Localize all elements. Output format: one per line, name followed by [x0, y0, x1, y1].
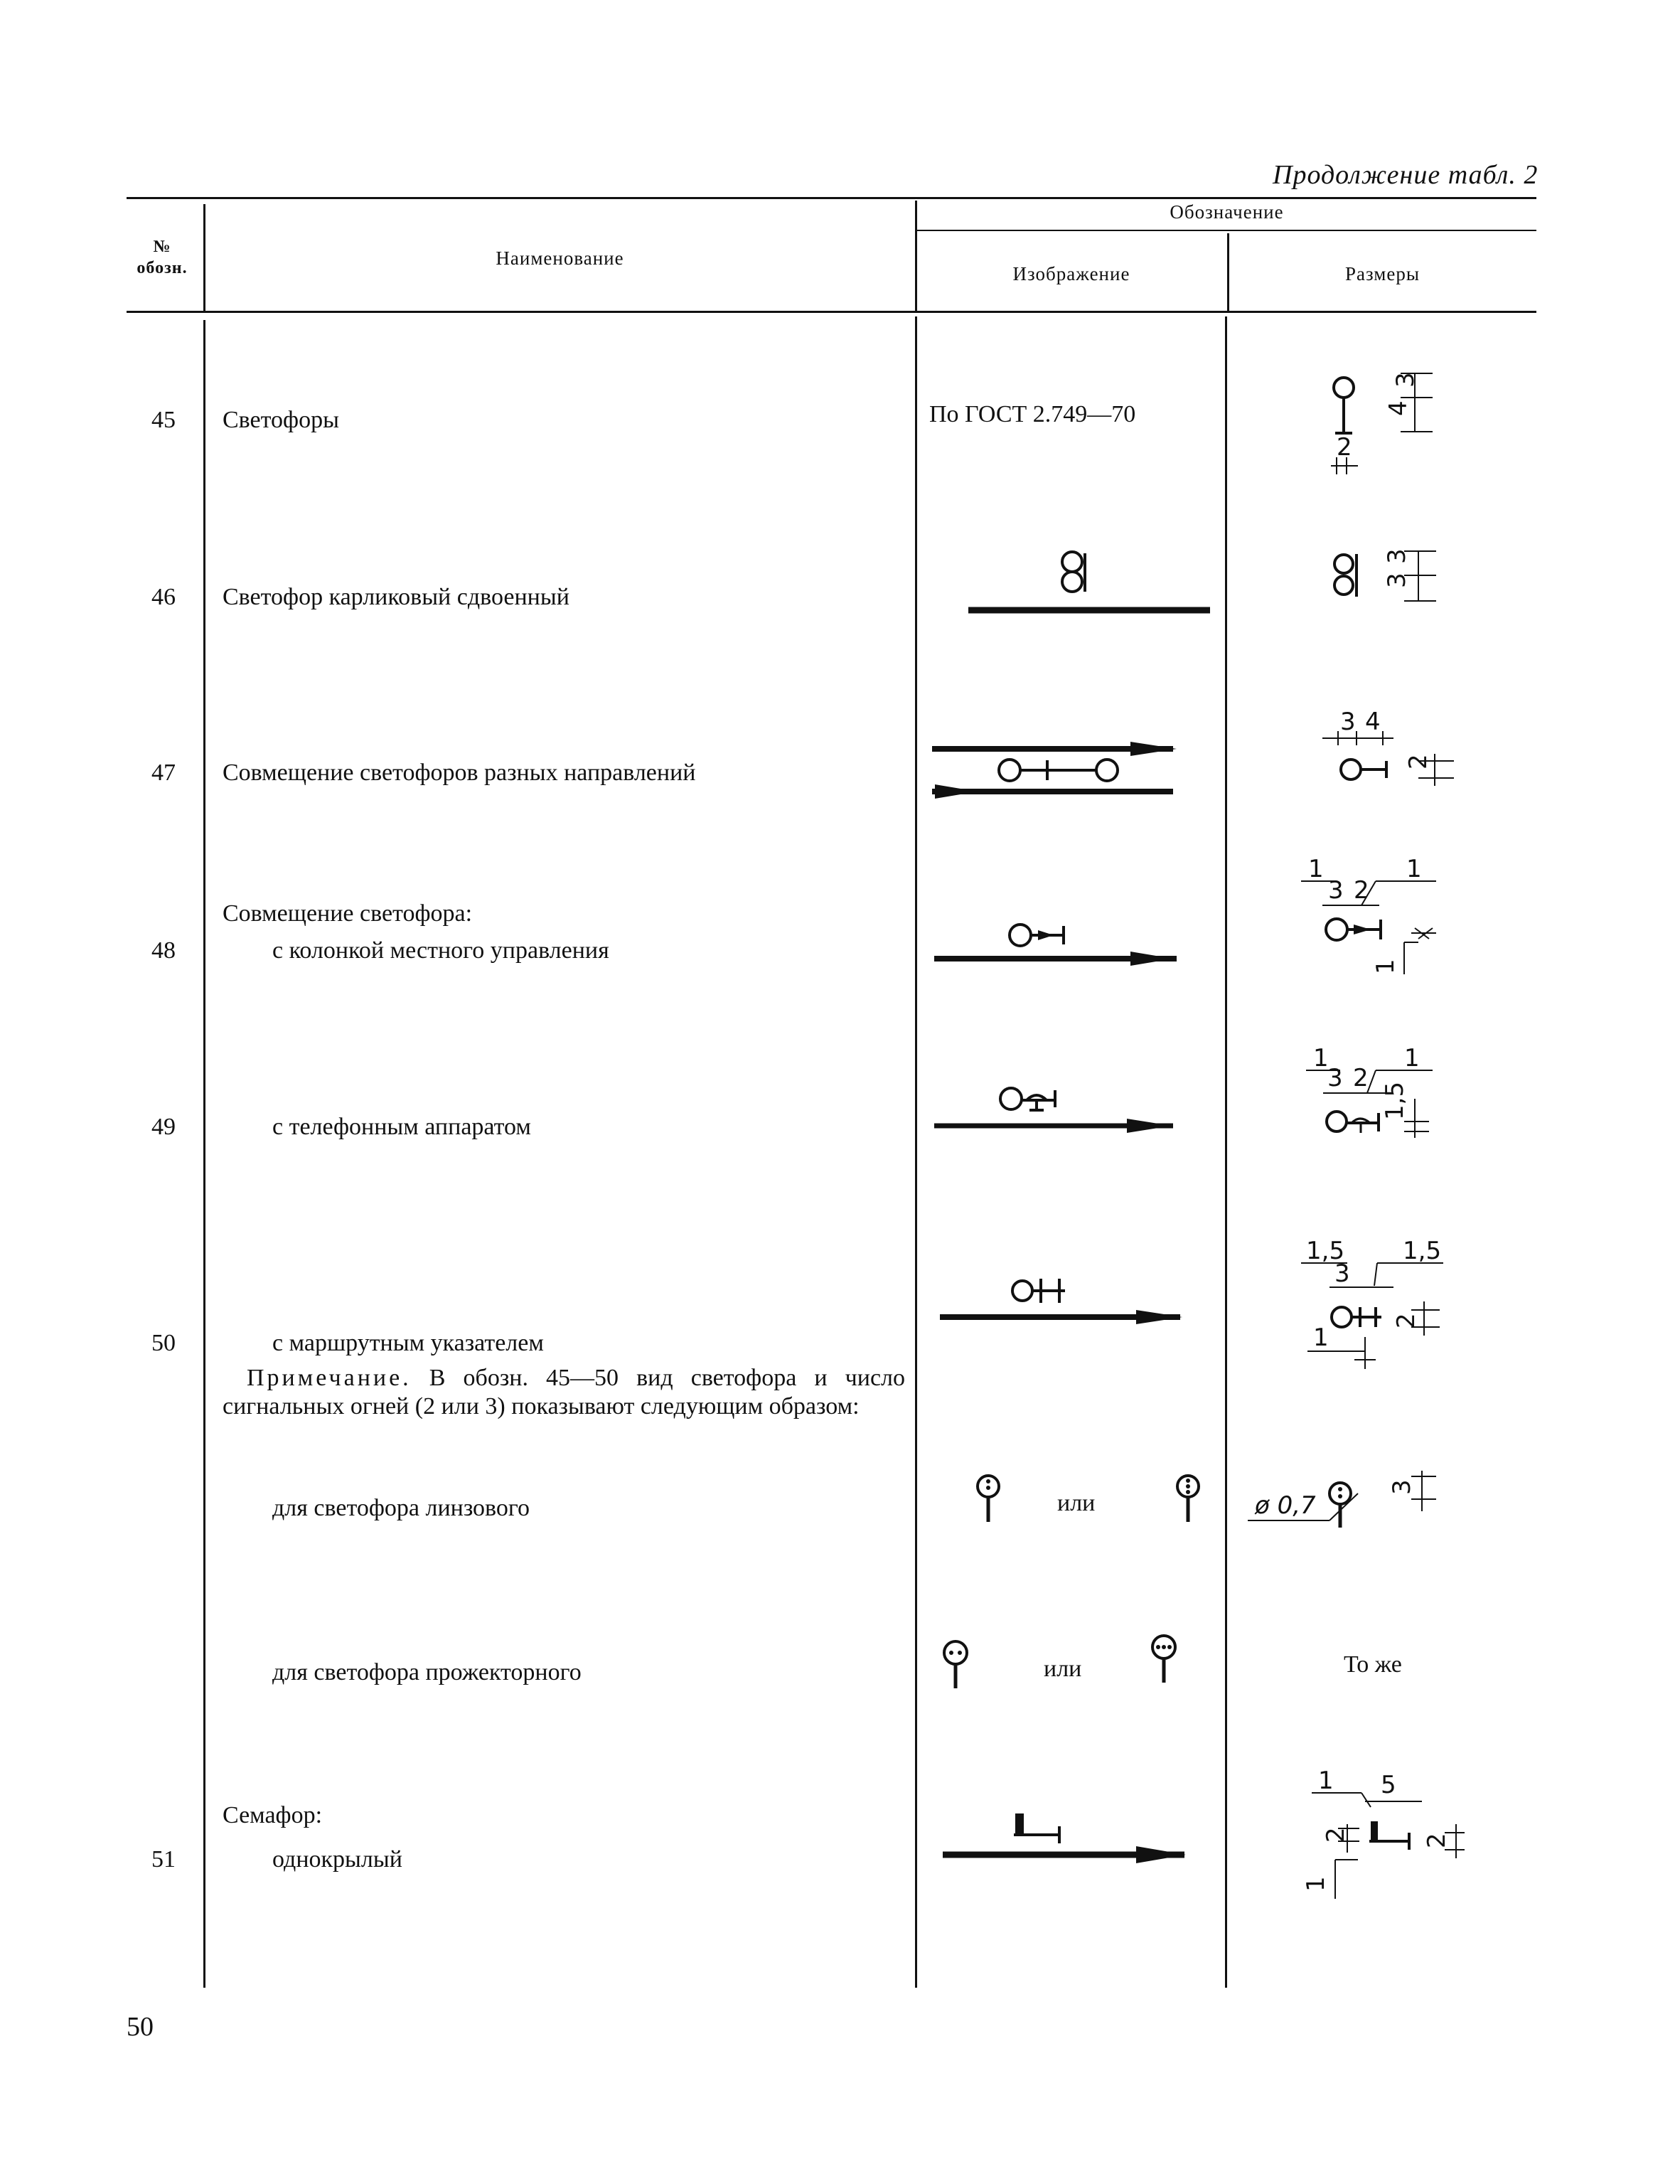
- dim-46-3a: 3: [1383, 548, 1411, 564]
- row-no-51: 51: [151, 1846, 176, 1873]
- note-paragraph: [223, 1364, 905, 1421]
- row-group-48: Совмещение светофора:: [223, 900, 473, 927]
- projector-symbol-right: [1148, 1631, 1184, 1688]
- header-image: Изображение: [1012, 263, 1130, 284]
- size-lens-drawing: [1241, 1465, 1475, 1536]
- lens-symbol-right: [1175, 1472, 1204, 1529]
- symbol-48-image: [931, 917, 1187, 981]
- symbol-50-image: [937, 1266, 1193, 1337]
- size-50-drawing: [1298, 1230, 1454, 1380]
- dim-47-3: 3: [1340, 708, 1356, 736]
- row-name-45: Светофоры: [223, 407, 339, 433]
- dim-45-2: 2: [1337, 433, 1352, 462]
- dim-49-2: 2: [1353, 1064, 1369, 1092]
- header-size: Размеры: [1345, 263, 1420, 284]
- dim-51-2b: 2: [1423, 1833, 1451, 1848]
- dim-49-1b: 1: [1404, 1044, 1420, 1072]
- page-number: 50: [127, 2012, 154, 2042]
- designation-rule: [917, 230, 1536, 231]
- row-no-47: 47: [151, 760, 176, 786]
- note-text: В обозн. 45—50 вид светофора и число сигнальных огней (2 или 3) показывают следующим образом:: [223, 1365, 905, 1419]
- dim-46-3b: 3: [1383, 572, 1411, 588]
- dim-50-15a: 1,5: [1306, 1237, 1345, 1265]
- row-name-48: с колонкой местного управления: [272, 937, 609, 964]
- row-name-47: Совмещение светофоров разных направлений: [223, 760, 696, 786]
- dim-48-1b: 1: [1406, 855, 1422, 883]
- header-bottom-rule: [127, 311, 1536, 313]
- dim-51-2a: 2: [1322, 1827, 1350, 1843]
- gost-reference: По ГОСТ 2.749—70: [929, 401, 1136, 427]
- size-51-drawing: [1294, 1760, 1465, 1909]
- dim-50-1: 1: [1313, 1323, 1329, 1352]
- dim-50-2: 2: [1392, 1313, 1420, 1328]
- col-divider-1-body: [203, 320, 205, 1988]
- symbol-49-image: [931, 1077, 1187, 1149]
- symbol-47-image: [928, 736, 1191, 800]
- header-name: Наименование: [496, 247, 624, 269]
- row-name-50: с маршрутным указателем: [272, 1330, 544, 1356]
- dim-lens-diameter: ø 0,7: [1255, 1491, 1316, 1520]
- row-no-46: 46: [151, 584, 176, 610]
- dim-45-4: 4: [1384, 400, 1413, 416]
- dim-lens-3: 3: [1388, 1479, 1416, 1495]
- semaphore-group: Семафор:: [223, 1802, 323, 1828]
- dim-47-4: 4: [1365, 708, 1381, 736]
- dim-50-15b: 1,5: [1403, 1237, 1442, 1265]
- dim-50-3: 3: [1334, 1259, 1350, 1288]
- size-45-drawing: [1315, 366, 1457, 487]
- note-label: Примечание.: [247, 1365, 412, 1391]
- dim-48-1a: 1: [1308, 855, 1324, 883]
- header-no: № обозн.: [137, 238, 188, 277]
- lens-name: для светофора линзового: [272, 1495, 530, 1521]
- dim-49-15: 1,5: [1381, 1081, 1409, 1120]
- col-divider-1: [203, 204, 205, 311]
- row-no-50: 50: [151, 1330, 176, 1356]
- size-47-drawing: [1315, 704, 1472, 797]
- symbol-46-image: [960, 548, 1216, 626]
- projector-size-same: То же: [1344, 1651, 1402, 1678]
- col-divider-3-body: [1225, 316, 1227, 1988]
- row-name-49: с телефонным аппаратом: [272, 1114, 531, 1140]
- table-top-rule: [127, 197, 1536, 199]
- symbol-51-image: [937, 1806, 1193, 1870]
- dim-48-1c: 1: [1371, 959, 1400, 974]
- dim-51-1b: 1: [1302, 1876, 1330, 1892]
- dim-51-1a: 1: [1318, 1767, 1334, 1795]
- dim-51-5: 5: [1381, 1771, 1396, 1799]
- table-caption: Продолжение табл. 2: [1273, 160, 1539, 190]
- size-48-drawing: [1294, 850, 1450, 992]
- projector-or: или: [1044, 1656, 1082, 1682]
- dim-49-3: 3: [1327, 1064, 1343, 1092]
- size-49-drawing: [1298, 1042, 1454, 1156]
- row-no-45: 45: [151, 407, 176, 433]
- projector-name: для светофора прожекторного: [272, 1659, 582, 1685]
- dim-47-2: 2: [1404, 754, 1433, 769]
- projector-symbol-left: [940, 1637, 975, 1694]
- dim-45-3: 3: [1391, 372, 1420, 388]
- lens-symbol-left: [975, 1472, 1004, 1529]
- dim-48-2: 2: [1354, 876, 1369, 905]
- dim-49-1a: 1: [1313, 1044, 1329, 1072]
- row-name-46: Светофор карликовый сдвоенный: [223, 584, 569, 610]
- row-no-48: 48: [151, 937, 176, 964]
- row-no-49: 49: [151, 1114, 176, 1140]
- lens-or: или: [1057, 1490, 1096, 1516]
- dim-48-3: 3: [1328, 876, 1344, 905]
- header-designation: Обозначение: [1170, 201, 1284, 223]
- semaphore-name: однокрылый: [272, 1846, 402, 1873]
- col-divider-2-body: [915, 316, 917, 1988]
- size-46-drawing: [1315, 544, 1457, 615]
